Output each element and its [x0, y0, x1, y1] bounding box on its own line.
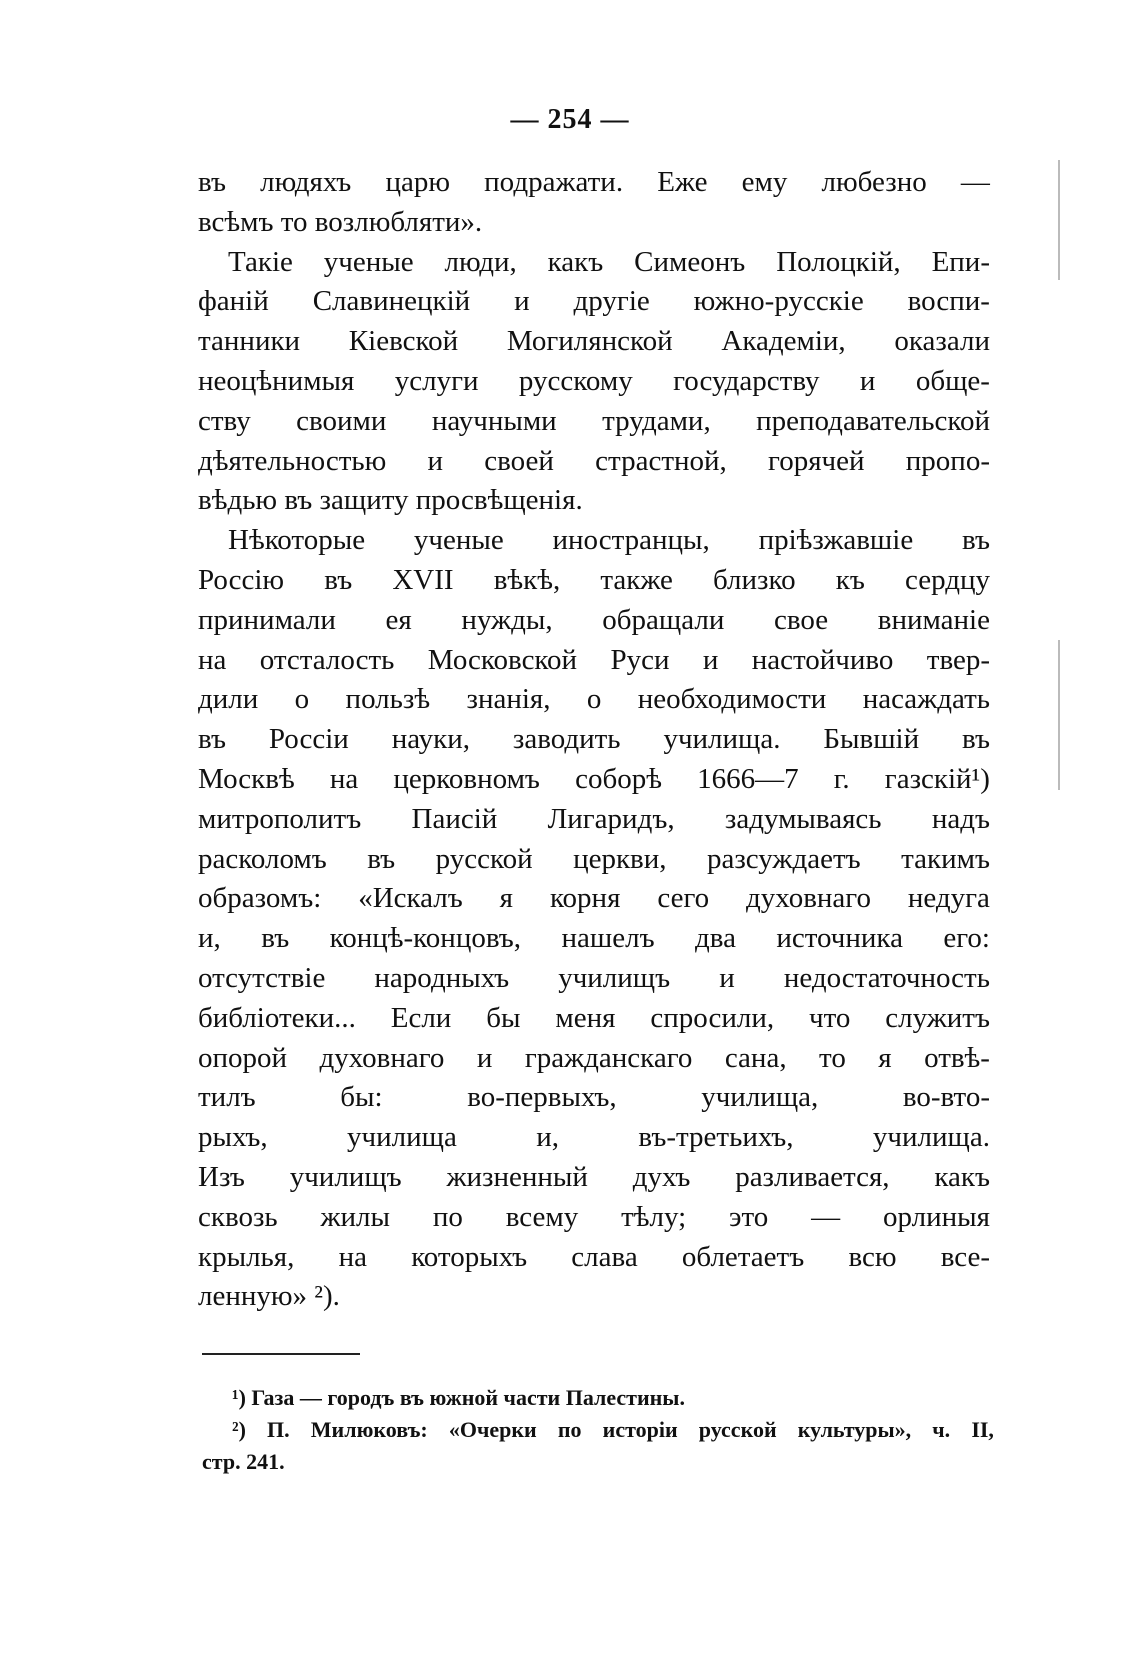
footnote-divider [202, 1353, 360, 1355]
footnote-line: ¹) Газа — городъ въ южной части Палестины. [232, 1385, 685, 1410]
text-line: расколомъ въ русской церкви, разсуждаетъ такимъ [198, 842, 990, 875]
text-line: отсутствіе народныхъ училищъ и недостаточность [198, 961, 990, 994]
text-line: въ людяхъ царю подражати. Еже ему любезно — [198, 166, 990, 198]
text-line: рыхъ, училища и, въ-третьихъ, училища. [198, 1121, 990, 1154]
text-line: Россію въ XVII вѣкѣ, также близко къ сердцу [198, 563, 990, 596]
text-line: и, въ концѣ-концовъ, нашелъ два источника его: [198, 922, 990, 955]
text-line: дѣятельностью и своей страстной, горячей пропо- [198, 444, 990, 477]
text-line: тилъ бы: во-первыхъ, училища, во-вто- [198, 1081, 990, 1114]
text-line: Изъ училищъ жизненный духъ разливается, какъ [198, 1160, 990, 1193]
page-number: — 254 — [510, 104, 630, 135]
text-line: на отсталость Московской Руси и настойчиво твер- [198, 643, 990, 676]
text-line: неоцѣнимыя услуги русскому государству и обще- [198, 364, 990, 397]
text-line: Москвѣ на церковномъ соборѣ 1666—7 г. газскій¹) [198, 762, 990, 795]
scan-edge-mark [1058, 160, 1060, 280]
footnote-line: ²) П. Милюковъ: «Очерки по исторіи русской культуры», ч. II, [232, 1417, 994, 1442]
text-line: образомъ: «Искалъ я корня сего духовнаго недуга [198, 882, 990, 915]
text-line: библіотеки... Если бы меня спросили, что служитъ [198, 1001, 990, 1034]
text-line: ленную» ²). [198, 1280, 340, 1313]
text-line: принимали ея нужды, обращали свое вниманіе [198, 603, 990, 636]
scan-edge-mark [1058, 640, 1060, 790]
text-line: сквозь жилы по всему тѣлу; это — орлиныя [198, 1200, 990, 1233]
text-line: опорой духовнаго и гражданскаго сана, то я отвѣ- [198, 1041, 990, 1074]
text-line: танники Кіевской Могилянской Академіи, оказали [198, 325, 990, 358]
main-text [198, 163, 990, 1317]
text-line: Такіе ученые люди, какъ Симеонъ Полоцкій, Епи- [228, 245, 990, 278]
text-line: крылья, на которыхъ слава облетаетъ всю все- [198, 1240, 990, 1273]
text-line: вѣдью въ защиту просвѣщенія. [198, 484, 583, 517]
text-line: ству своими научными трудами, преподавательской [198, 404, 990, 437]
text-line: дили о пользѣ знанія, о необходимости насаждать [198, 683, 990, 716]
text-line: въ Россіи науки, заводить училища. Бывшій въ [198, 723, 990, 756]
footnote-line: стр. 241. [202, 1449, 285, 1474]
text-line: всѣмъ то возлюбляти». [198, 205, 483, 238]
text-line: фаній Славинецкій и другіе южно-русскіе воспи- [198, 285, 990, 318]
text-line: митрополитъ Паисій Лигаридъ, задумываясь надъ [198, 802, 990, 835]
text-line: Нѣкоторые ученые иностранцы, пріѣзжавшіе въ [228, 524, 990, 557]
footnotes [202, 1382, 994, 1478]
